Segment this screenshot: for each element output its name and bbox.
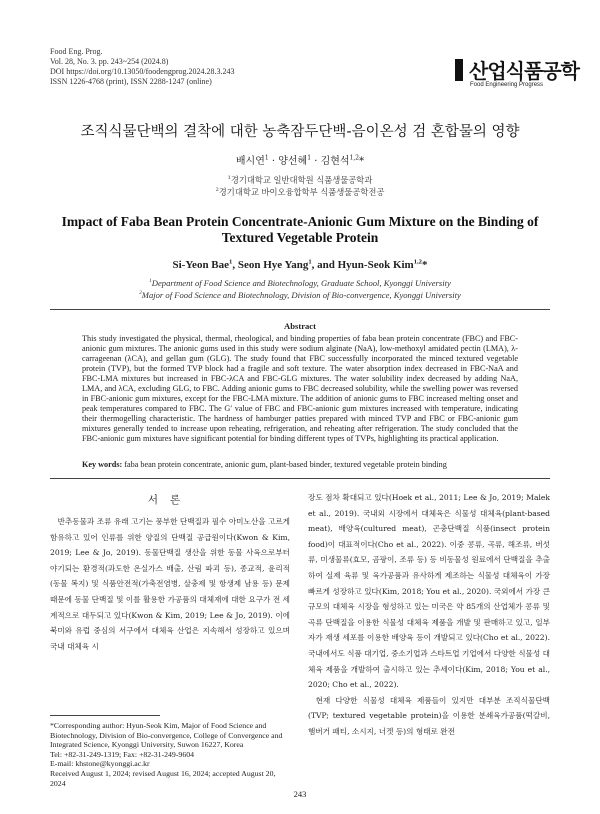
body-column-right (308, 490, 550, 740)
logo-korean-text: 산업식품공학 (469, 59, 579, 83)
korean-aff-1-text: 경기대학교 일반대학원 식품생물공학과 (230, 175, 373, 185)
korean-author-1-sup: 1 (264, 154, 269, 162)
english-aff-1-sup: 1 (149, 278, 152, 285)
keywords-text: faba bean protein concentrate, anionic gum, plant-based binder, textured vegetable protein binding (124, 460, 447, 469)
logo-english-text: Food Engineering Progress (470, 82, 544, 88)
abstract-body: This study investigated the physical, thermal, rheological, and binding properties of faba bean protein concentrate (FBC) and FBC-anionic gum mixtures. The anionic gums used in this study were sodium alginate (NaA), low-methoxyl amidated pectin (LMA), λ-carrageenan (λCA), and gellan gum (GLG). The study found that FBC successfully incorporated the minced textured vegetable protein (TVP), but the formed TVP block had a fragile and soft texture. The water absorption index decreased in FBC-NaA and FBC-LMA mixtures but increased in FBC-λCA and FBC-GLG mixtures. The water solubility index decreased by adding NaA, LMA, and λCA, excluding GLG, to FBC. Adding anionic gums to FBC decreased solubility, while the swelling power was reversed in FBC-anionic gum mixtures, except for the FBC-LMA mixture. The addition of anionic gums to FBC increased melting onset and peak temperatures compared to FBC. The G′ value of FBC and FBC-anionic gum mixtures increased with temperature, indicating their thermogelling characteristic. The hardness of hamburger patties prepared with minced TVP and FBC or FBC-anionic gum mixtures generally tended to increase upon reheating, refrigeration, and reheating after refrigeration. The study concluded that the FBC-anionic gum mixtures have significant potential for binding different types of TVPs, highlighting its practical application. (82, 334, 518, 443)
korean-author-3-sup: 1,2 (349, 154, 360, 162)
keywords (82, 460, 518, 470)
korean-affiliation-2 (0, 186, 600, 198)
journal-meta (50, 47, 235, 87)
intro-paragraph-1: 반추동물과 조류 유래 고기는 풍부한 단백질과 필수 아미노산을 고르게 함유하고 있어 인류를 위한 양질의 단백질 공급원이다(Kwon & Kim, 2019; Lee & Jo, 2019). 동물단백질 생산을 위한 동물 사육으로부터 야기되는 환경적(과도한 온실가스 배출, 산림 파괴 등), 종교적, 윤리적(동물 복지) 및 식품안전적(가축전염병, 살충제 및 항생제 남용 등) 문제 때문에 동물 단백질 및 이를 활용한 가공품의 대체재에 대한 요구가 전 세계적으로 대두되고 있다(Kwon & Kim, 2019; Lee & Jo, 2019). 이에 북미와 유럽 중심의 서구에서 대체육 산업은 지속해서 성장하고 있으며 국내 대체육 시 (50, 517, 290, 651)
english-author-1: Si-Yeon Bae (172, 259, 230, 271)
english-author-1-sup: 1 (229, 258, 233, 266)
english-author-3-sup: 1,2 (413, 258, 422, 266)
korean-aff-2-text: 경기대학교 바이오융합학부 식품생물공학전공 (218, 187, 385, 197)
english-authors (0, 259, 600, 271)
intro-paragraph-2: 현재 다양한 식물성 대체육 제품들이 있지만 대부분 조직식물단백(TVP; textured vegetable protein)을 이용한 분쇄육가공품(떡갈비, 햄버거 패티, 소시지, 너겟 등)의 형태로 완전 (308, 695, 550, 736)
english-aff-2-sup: 2 (139, 290, 142, 297)
journal-name: Food Eng. Prog. (50, 47, 103, 56)
footnote-corresponding: *Corresponding author: Hyun-Seok Kim, Major of Food Science and Biotechnology, Division of Bio-convergence, College of Convergence and Integrated Science, Kyonggi University, Suwon 16227, Korea (50, 721, 283, 750)
english-author-3-mark: * (421, 259, 428, 271)
intro-paragraph-1-continued: 장도 점차 확대되고 있다(Hoek et al., 2011; Lee & Jo, 2019; Malek et al., 2019). 국내외 시장에서 대체육은 식물성 대체육(plant-based meat), 배양육(cultured meat), 곤충단백질 식품(insect protein food)이 대표적이다(Cho et al., 2022). 이중 콩류, 곡류, 해조류, 버섯류, 미생물류(효모, 곰팡이, 조류 등) 등 비동물성 원료에서 단백질을 추출하여 실제 육류 및 육가공품과 유사하게 제조하는 식물성 대체육이 가장 빠르게 성장하고 있다(Kim, 2018; You et al., 2020). 국외에서 가장 큰 규모의 대체육 시장을 형성하고 있는 미국은 약 85개의 산업체가 콩류 및 곡류 단백질을 이용한 식물성 대체육 제품을 개발 및 판매하고 있고, 일부 자가 재생 세포를 이용한 배양육 등이 개발되고 있다(Cho et al., 2022). 국내에서도 식품 대기업, 중소기업과 스타트업 기업에서 다양한 식물성 대체육 제품을 개발하여 출시하고 있는 추세이다(Kim, 2018; You et al., 2020; Cho et al., 2022). (308, 493, 550, 690)
page-number: 243 (293, 789, 307, 799)
english-author-3: Hyun-Seok Kim (337, 259, 414, 271)
english-author-sep: , and (311, 259, 338, 271)
korean-author-3-mark: * (359, 156, 365, 167)
logo-mark-icon (455, 59, 463, 81)
journal-doi: DOI https://doi.org/10.13050/foodengprog.2024.28.3.243 (50, 67, 235, 76)
abstract-bottom-rule (50, 478, 550, 479)
korean-aff-1-sup: 1 (227, 175, 231, 182)
section-heading-intro: 서론 (147, 494, 193, 506)
footnote-email: E-mail: khstone@kyonggi.ac.kr (50, 759, 150, 769)
english-aff-1-text: Department of Food Science and Biotechnology, Graduate School, Kyonggi University (151, 278, 451, 288)
korean-affiliation-1 (0, 174, 600, 186)
korean-authors (0, 152, 600, 167)
english-author-2-sup: 1 (308, 258, 312, 266)
korean-author-1: 배시연 (235, 156, 265, 167)
korean-aff-2-sup: 2 (215, 187, 219, 194)
english-affiliation-2 (0, 290, 600, 300)
journal-volume: Vol. 28, No. 3. pp. 243~254 (2024.8) (50, 57, 169, 66)
english-aff-2-text: Major of Food Science and Biotechnology, Division of Bio-convergence, Kyonggi University (141, 290, 461, 300)
english-author-sep: , (232, 259, 238, 271)
footnote-tel: Tel: +82-31-249-1319; Fax: +82-31-249-9604 (50, 749, 195, 759)
korean-author-sep: · (268, 156, 279, 167)
korean-author-3: 김현석 (320, 156, 350, 167)
english-affiliation-1 (0, 278, 600, 288)
footnote-dates: Received August 1, 2024; revised August 16, 2024; accepted August 20, 2024 (50, 768, 276, 788)
korean-author-2-sup: 1 (307, 154, 312, 162)
korean-author-2: 양선혜 (278, 156, 308, 167)
journal-issn: ISSN 1226-4768 (print), ISSN 2288-1247 (online) (50, 77, 212, 86)
abstract-top-rule (50, 309, 550, 310)
korean-author-sep: · (311, 156, 321, 167)
english-title: Impact of Faba Bean Protein Concentrate-Anionic Gum Mixture on the Binding of Textured Vegetable Protein (61, 214, 539, 245)
footnote (50, 721, 290, 788)
footnote-rule (50, 715, 160, 716)
keywords-label: Key words: (82, 460, 123, 469)
korean-title: 조직식물단백의 결착에 대한 농축잠두단백-음이온성 검 혼합물의 영향 (80, 124, 520, 140)
journal-logo (455, 55, 579, 91)
body-column-left (50, 514, 290, 654)
abstract-heading: Abstract (284, 321, 316, 331)
english-author-2: Seon Hye Yang (237, 259, 309, 271)
